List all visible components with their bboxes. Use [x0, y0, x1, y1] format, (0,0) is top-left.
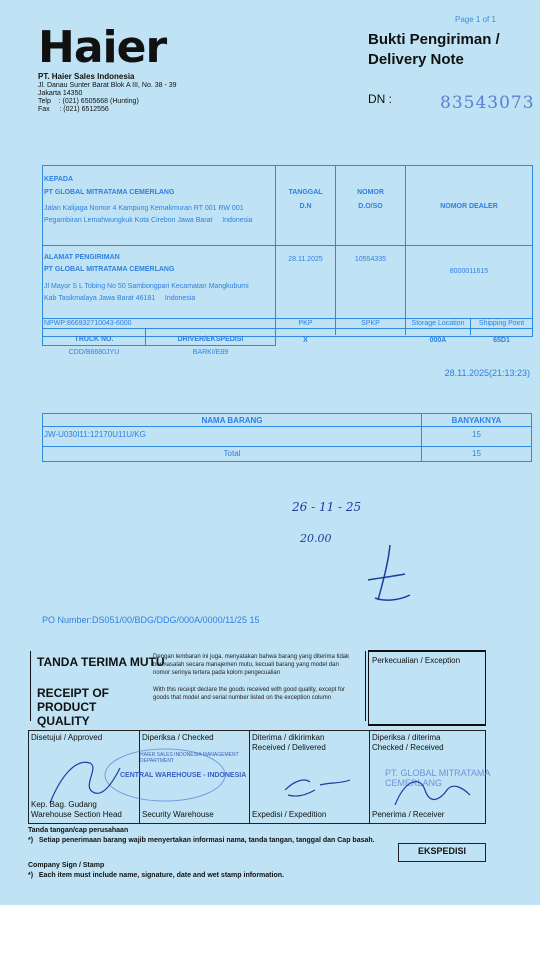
pkp-label: PKP — [298, 320, 313, 327]
total-label: Total — [223, 449, 241, 458]
tanggal-header: TANGGAL — [288, 189, 323, 196]
kep-bag-label: Kep. Bag. Gudang — [31, 800, 97, 809]
storage-label: Storage Location — [411, 320, 465, 327]
receipt-title: RECEIPT OF PRODUCT QUALITY — [37, 686, 110, 728]
checked2-label: Diperiksa / diterima — [372, 733, 441, 742]
pkp-value: X — [303, 337, 308, 344]
tanda-terima-text: Dengan lembaran ini juga, menyatakan bahwa barang yang diterima tidak bermasalah secara manajemen mutu, kecuali barang yang model dan nomor serinya tertera pada kolom pengecualian — [153, 654, 350, 676]
spkp-label: SPKP — [361, 320, 380, 327]
kepada-address-1: Jalan Kalijaga Nomor 4 Kampung Kemakmuran RT 001 RW 001 — [44, 205, 244, 212]
nama-barang-header: NAMA BARANG — [201, 416, 263, 425]
shipping-value: 65D1 — [493, 337, 510, 344]
tanggal-value: 28.11.2025 — [288, 256, 323, 263]
delivered-label: Received / Delivered — [252, 743, 326, 752]
nomor-sub: D.O/SO — [358, 203, 383, 210]
company-address-2: Jakarta 14350 — [38, 90, 83, 97]
expedition-label: Expedisi / Expedition — [252, 810, 327, 819]
receiver-label: Penerima / Receiver — [372, 810, 445, 819]
truck-number: CDD/B6680JYU — [68, 349, 120, 356]
ekspedisi-copy-label: EKSPEDISI — [417, 846, 466, 856]
exception-label: Perkecualian / Exception — [372, 656, 461, 665]
received-label: Diterima / dikirimkan — [252, 733, 325, 742]
warehouse-head-label: Warehouse Section Head — [31, 810, 122, 819]
footer-line-2: *) Setiap penerimaan barang wajib menyertakan informasi nama, tanda tangan, tanggal dan Cap basah. — [28, 837, 375, 844]
pengiriman-label: ALAMAT PENGIRIMAN — [44, 254, 120, 261]
kepada-name: PT GLOBAL MITRATAMA CEMERLANG — [44, 189, 175, 196]
security-label: Security Warehouse — [142, 810, 214, 819]
dealer-value: 8000011615 — [449, 268, 489, 275]
dn-label: DN : — [368, 92, 392, 106]
company-fax: Fax : (021) 6512556 — [38, 106, 109, 113]
kepada-label: KEPADA — [44, 176, 74, 183]
driver-label: DRIVER/EKSPEDISI — [177, 336, 244, 343]
received2-label: Checked / Received — [372, 743, 444, 752]
print-timestamp: 28.11.2025(21:13:23) — [444, 368, 530, 378]
footer-line-4: *) Each item must include name, signature, date and wet stamp information. — [28, 872, 284, 879]
item-name: JW-U030I11:12170U11U/KG — [44, 430, 146, 439]
pengiriman-name: PT GLOBAL MITRATAMA CEMERLANG — [44, 266, 175, 273]
item-qty: 15 — [472, 430, 481, 439]
tanggal-sub: D.N — [299, 203, 312, 210]
handwritten-date: 26 - 11 - 25 — [292, 500, 362, 514]
stamp-text-receiver: PT. GLOBAL MITRATAMA CEMERLANG — [385, 768, 490, 788]
banyaknya-header: BANYAKNYA — [451, 416, 502, 425]
nomor-header: NOMOR — [357, 189, 384, 196]
pengiriman-address-1: Jl Mayor S L Tobing No 50 Sambongpari Kecamatan Mangkubumi — [44, 283, 249, 290]
receiver-signature — [385, 770, 475, 815]
signature-mark — [360, 540, 420, 610]
stamp-text-central: CENTRAL WAREHOUSE - INDONESIA — [120, 772, 247, 779]
page-indicator: Page 1 of 1 — [455, 15, 496, 24]
company-telp: Telp : (021) 6505668 (Hunting) — [38, 98, 139, 105]
driver-name: BARKI/E89 — [192, 349, 229, 356]
tanda-terima-title: TANDA TERIMA MUTU — [37, 655, 165, 669]
footer-line-3: Company Sign / Stamp — [28, 862, 105, 869]
nomor-value: 10554335 — [354, 256, 387, 263]
company-name: PT. Haier Sales Indonesia — [38, 72, 135, 81]
footer-line-1: Tanda tangan/cap perusahaan — [28, 827, 129, 834]
company-address-1: Jl. Danau Sunter Barat Blok A III, No. 38 - 39 — [38, 82, 177, 89]
handwritten-time: 20.00 — [300, 532, 332, 545]
checked-label: Diperiksa / Checked — [142, 733, 214, 742]
shipping-label: Shipping Point — [478, 320, 525, 327]
truck-label: TRUCK NO. — [74, 336, 114, 343]
haier-logo: Haier — [38, 22, 167, 73]
expedition-signature — [280, 770, 360, 810]
receipt-text: With this receipt declare the goods received with good quality, except for goods that model and serial number listed on the exception column — [153, 687, 345, 701]
storage-value: 000A — [429, 337, 447, 344]
pengiriman-address-2: Kab Tasikmalaya Jawa Barat 46181 Indonesia — [44, 295, 196, 302]
total-qty: 15 — [472, 449, 481, 458]
dn-number: 83543073 — [440, 93, 535, 113]
approver-signature — [40, 748, 130, 808]
po-number: PO Number:DS051/00/BDG/DDG/000A/0000/11/25 15 — [42, 615, 260, 625]
npwp: NPWP:866932710043-6000 — [44, 320, 132, 327]
stamp-text-dept: HAIER SALES INDONESIA MANAGEMENT DEPARTMENT — [140, 752, 239, 764]
kepada-address-2: Pegambiran Lemahwungkuk Kota Cirebon Jawa Barat Indonesia — [44, 217, 253, 224]
doc-title-2: Delivery Note — [368, 51, 464, 68]
doc-title-1: Bukti Pengiriman / — [368, 31, 500, 48]
approved-label: Disetujui / Approved — [31, 733, 103, 742]
dealer-header: NOMOR DEALER — [440, 203, 498, 210]
